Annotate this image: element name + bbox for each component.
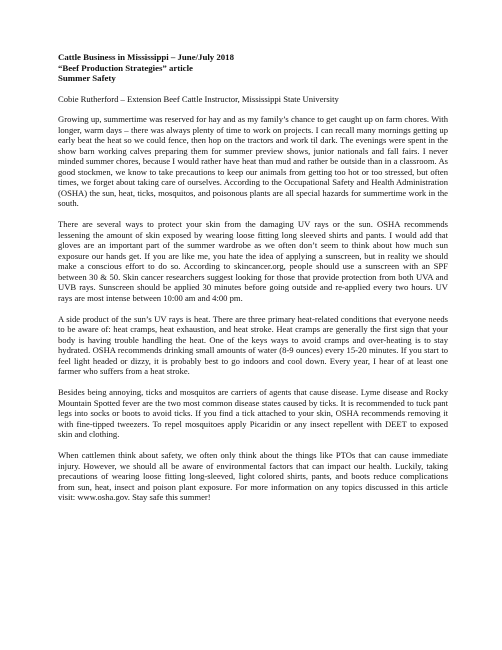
paragraph-intro: Growing up, summertime was reserved for hay and as my family’s chance to get caught up on farm chores. With longer, warm days – there was always plenty of time to work on projects. I can recall many mornings getting up early beat the heat so we could fence, then hop on the tractors and work til dark. The evenings were spent in the show barn working calves preparing them for summer preview shows, junior nationals and fall fairs. I never minded summer chores, because I would rather have heat than mud and rather be outside than in a classroom. As good stockmen, we know to take precautions to keep our animals from getting too hot or too stressed, but often times, we forget about taking care of ourselves. According to the Occupational Safety and Health Administration (OSHA) the sun, heat, ticks, mosquitos, and poisonous plants are all special hazards for summertime work in the south. bbox=[58, 114, 448, 209]
article-title: Summer Safety bbox=[58, 73, 116, 84]
document-page bbox=[58, 52, 448, 513]
paragraph-heat: A side product of the sun’s UV rays is heat. There are three primary heat-related conditions that everyone needs to be aware of: heat cramps, heat exhaustion, and heat stroke. Heat cramps are generally the first sign that your body is having trouble handling the heat. One of the keys ways to avoid cramps and over-heating is to stay hydrated. OSHA recommends drinking small amounts of water (8-9 ounces) every 15-20 minutes. If you start to feel light headed or dizzy, it is probably best to go indoors and cool down. Every year, I hear of at least one farmer who suffers from a heat stroke. bbox=[58, 313, 448, 377]
author-byline: Cobie Rutherford – Extension Beef Cattle Instructor, Mississippi State University bbox=[58, 93, 339, 104]
paragraph-conclusion: When cattlemen think about safety, we often only think about the things like PTOs that can cause immediate injury. However, we should all be aware of environmental factors that can impact our health. Luckily, taking precautions of wearing loose fitting long-sleeved, light colored shirts, pants, and boots reduce complications from sun, heat, insect and poison plant exposure. For more information on any topics discussed in this article visit: www.osha.gov. Stay safe this summer! bbox=[58, 450, 448, 503]
paragraph-ticks-mosquitos: Besides being annoying, ticks and mosquitos are carriers of agents that cause disease. Lyme disease and Rocky Mountain Spotted fever are the two most common disease states caused by ticks. It is recommended to tuck pant legs into socks or boots to avoid ticks. If you find a tick attached to your skin, OSHA recommends removing it with fine-tipped tweezers. To repel mosquitoes apply Picaridin or any insect repellent with DEET to exposed skin and clothing. bbox=[58, 387, 448, 440]
article-series-title: “Beef Production Strategies” article bbox=[58, 62, 193, 73]
paragraph-sun-protection: There are several ways to protect your skin from the damaging UV rays or the sun. OSHA recommends lessening the amount of skin exposed by wearing loose fitting long sleeved shirts and pants. I would add that gloves are an important part of the summer wardrobe as we often don’t seem to think about how much sun exposure our hands get. If you are like me, you hate the idea of applying a sunscreen, but in reality we should make a conscious effort to do so. According to skincancer.org, people should use a sunscreen with an SPF between 30 & 50. Skin cancer researchers suggest looking for those that provide protection from both UVA and UVB rays. Sunscreen should be applied 30 minutes before going outside and re-applied every two hours. UV rays are most intense between 10:00 am and 4:00 pm. bbox=[58, 219, 448, 303]
newsletter-issue-title: Cattle Business in Mississippi – June/July 2018 bbox=[58, 52, 234, 62]
